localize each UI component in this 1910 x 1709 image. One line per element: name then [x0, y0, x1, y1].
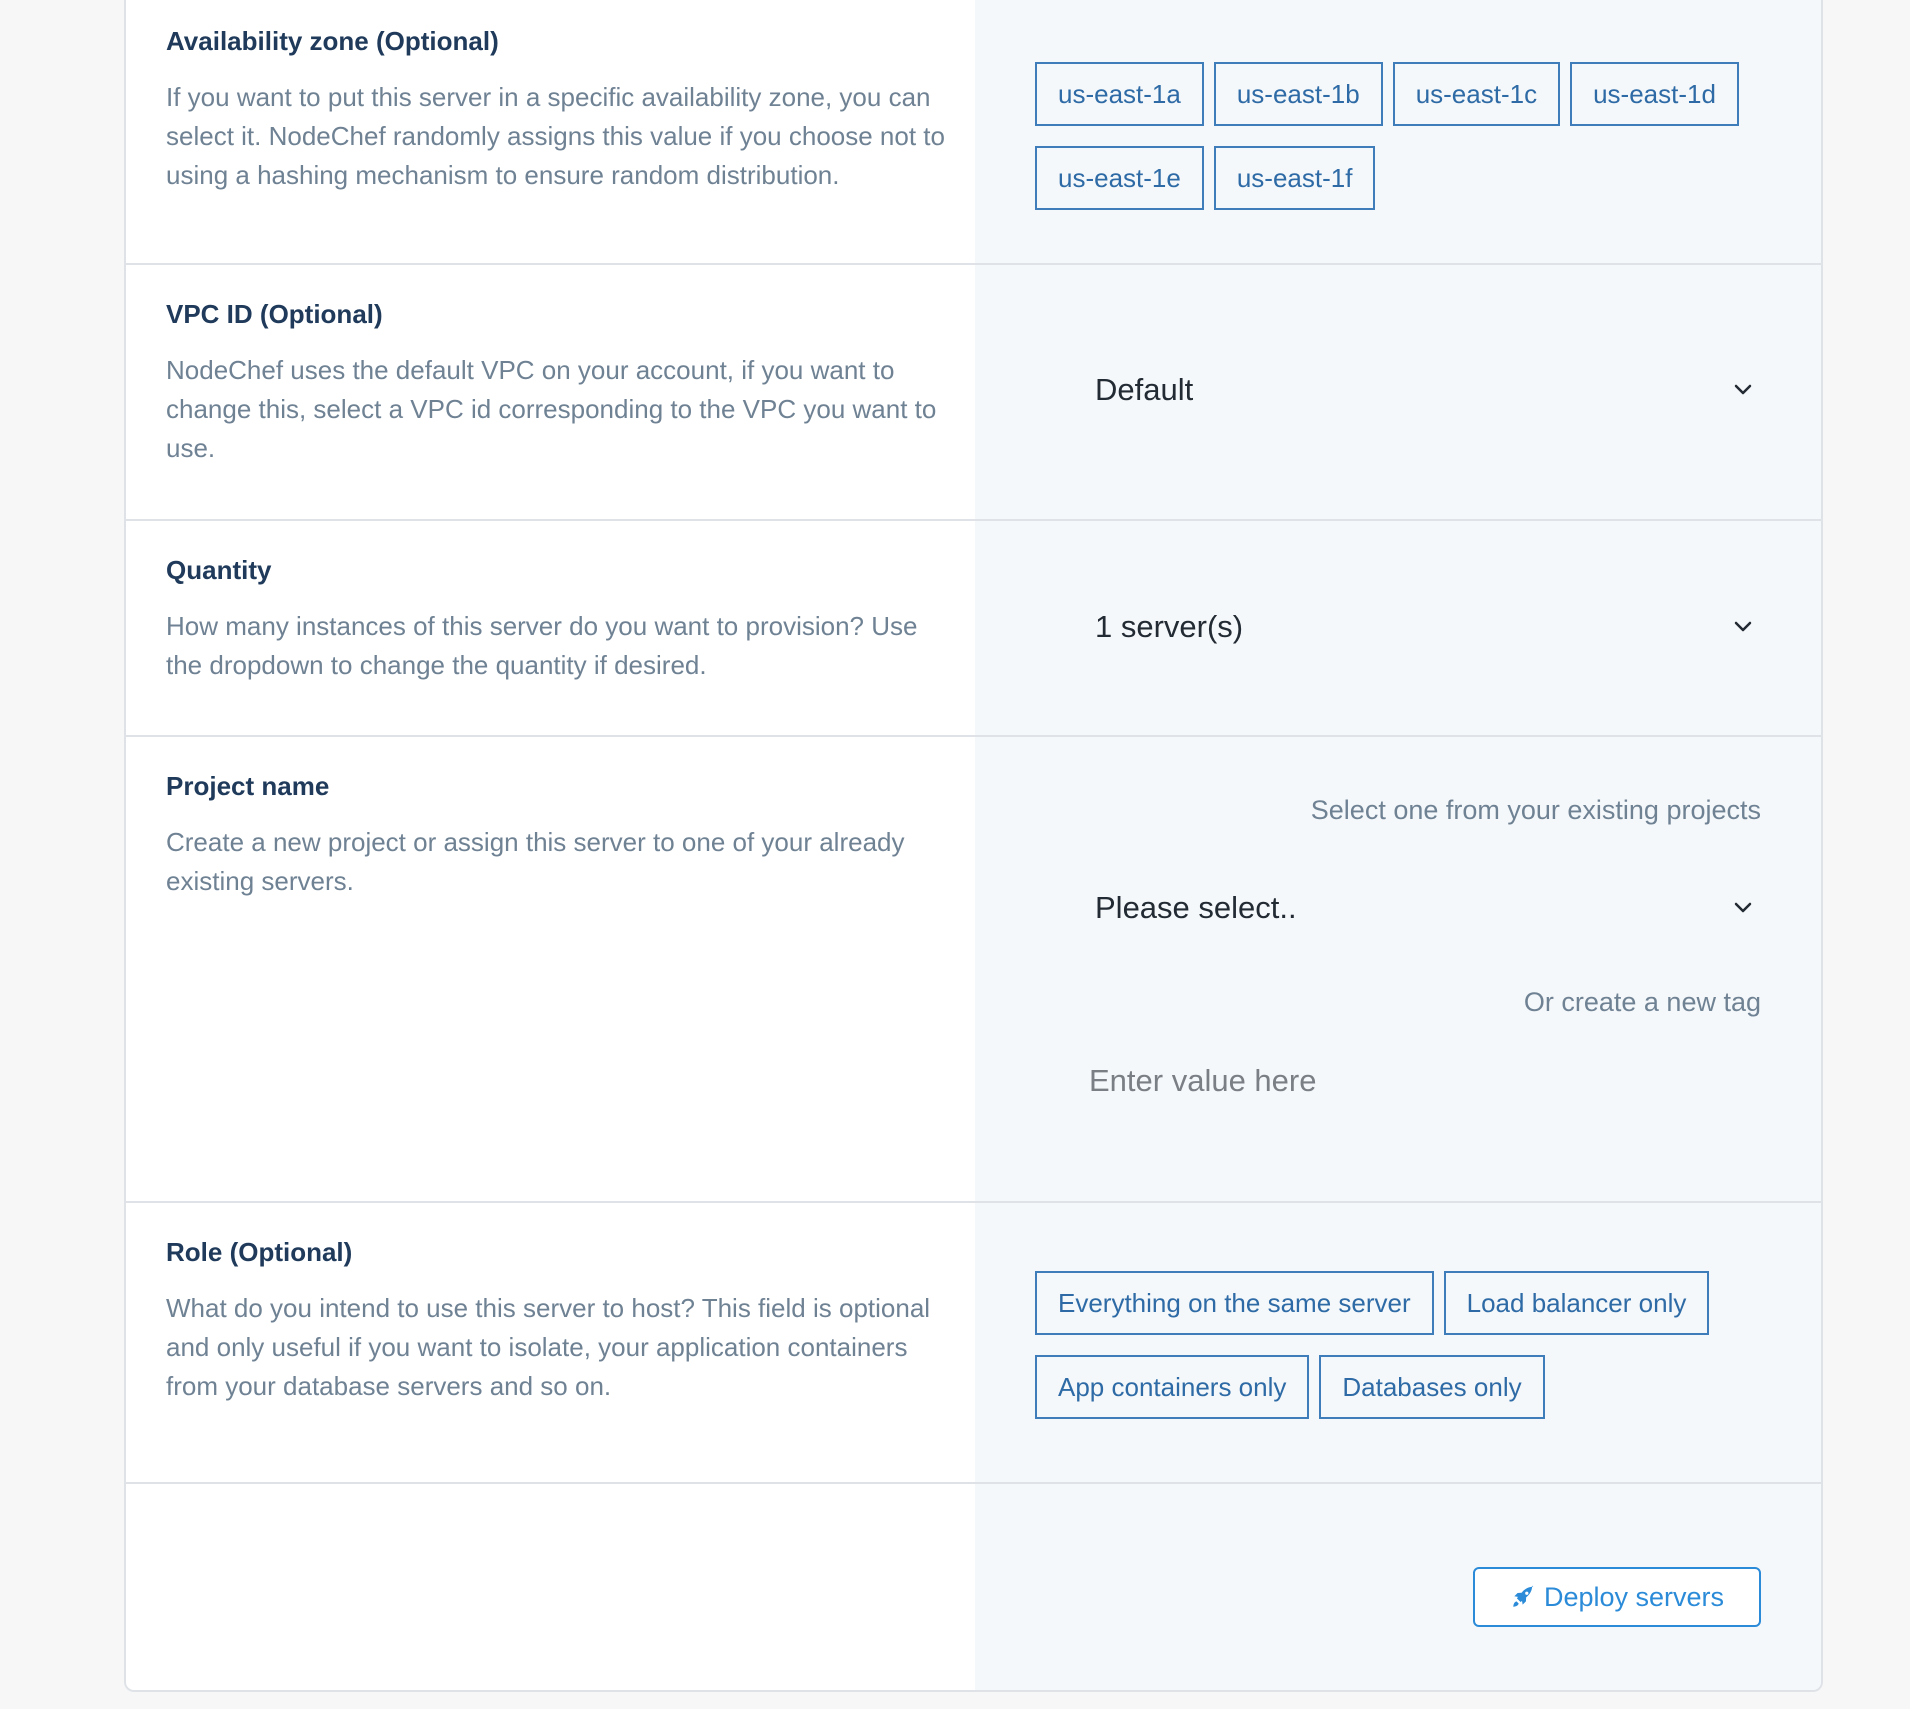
role-title: Role (Optional) [166, 1237, 353, 1267]
vpc-section [126, 263, 1821, 521]
zone-option-us-east-1b[interactable]: us-east-1b [1214, 62, 1383, 126]
zone-option-us-east-1e[interactable]: us-east-1e [1035, 146, 1204, 210]
deploy-servers-label: Deploy servers [1543, 1581, 1725, 1612]
zone-option-us-east-1a[interactable]: us-east-1a [1035, 62, 1204, 126]
chevron-down-icon [1731, 597, 1755, 657]
rocket-icon [1510, 1584, 1536, 1610]
quantity-description: How many instances of this server do you want to provision? Use the dropdown to change the quantity if desired. [166, 611, 918, 680]
availability-zone-description: If you want to put this server in a specific availability zone, you can select it. NodeChef randomly assigns this value if you choose not to using a hashing mechanism to ensure random distribution. [166, 82, 945, 190]
vpc-description: NodeChef uses the default VPC on your account, if you want to change this, select a VPC id corresponding to the VPC you want to use. [166, 355, 937, 463]
deploy-servers-button[interactable] [1473, 1567, 1761, 1627]
quantity-select[interactable] [1095, 597, 1755, 657]
availability-zone-title: Availability zone (Optional) [166, 26, 499, 56]
availability-zone-options [1035, 62, 1795, 230]
role-option-app-containers[interactable]: App containers only [1035, 1355, 1309, 1419]
role-option-databases[interactable]: Databases only [1319, 1355, 1544, 1419]
project-section [126, 735, 1821, 1203]
actions-section [126, 1482, 1821, 1692]
project-title: Project name [166, 771, 330, 801]
vpc-title: VPC ID (Optional) [166, 299, 383, 329]
vpc-select-value: Default [1095, 372, 1194, 407]
chevron-down-icon [1731, 360, 1755, 420]
quantity-select-value: 1 server(s) [1095, 609, 1244, 644]
role-option-load-balancer[interactable]: Load balancer only [1444, 1271, 1710, 1335]
availability-zone-section [126, 0, 1821, 265]
project-select-value: Please select.. [1095, 890, 1297, 925]
role-section [126, 1201, 1821, 1484]
project-select[interactable] [1095, 878, 1755, 938]
chevron-down-icon [1731, 878, 1755, 938]
server-config-card [124, 0, 1823, 1692]
new-tag-input[interactable] [1087, 1050, 1731, 1112]
role-options [1035, 1271, 1795, 1439]
zone-option-us-east-1f[interactable]: us-east-1f [1214, 146, 1376, 210]
quantity-title: Quantity [166, 555, 272, 585]
zone-option-us-east-1d[interactable]: us-east-1d [1570, 62, 1739, 126]
existing-projects-hint: Select one from your existing projects [1310, 795, 1761, 825]
zone-option-us-east-1c[interactable]: us-east-1c [1393, 62, 1560, 126]
quantity-section [126, 519, 1821, 737]
role-option-everything[interactable]: Everything on the same server [1035, 1271, 1434, 1335]
project-description: Create a new project or assign this server to one of your already existing servers. [166, 827, 905, 896]
role-description: What do you intend to use this server to host? This field is optional and only useful if you want to isolate, your application containers from your database servers and so on. [166, 1293, 931, 1401]
vpc-select[interactable] [1095, 360, 1755, 420]
new-tag-hint: Or create a new tag [1523, 987, 1761, 1017]
